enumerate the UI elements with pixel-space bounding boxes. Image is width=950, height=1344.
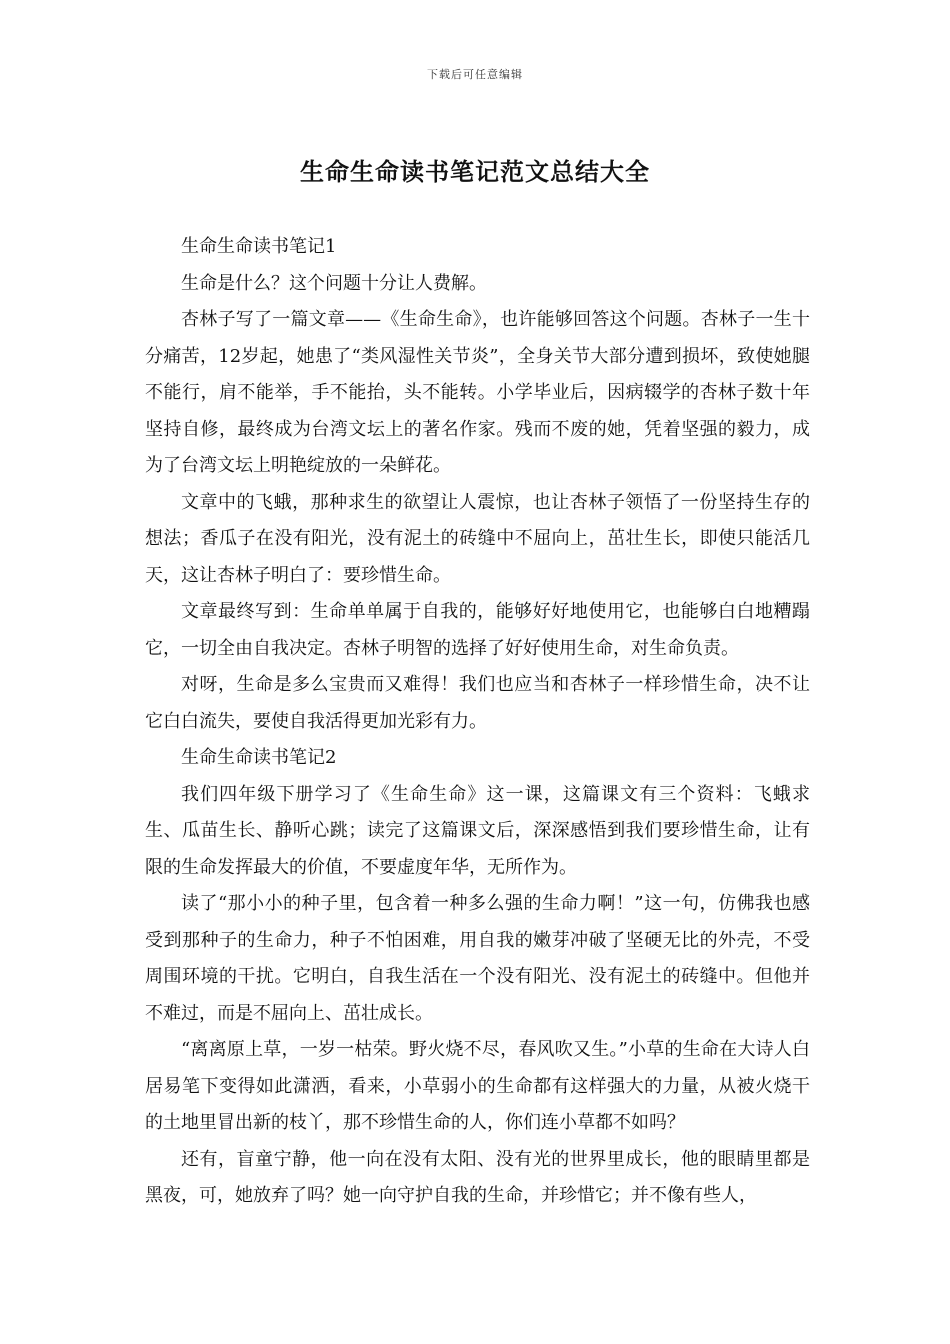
paragraph: 杏林子写了一篇文章——《生命生命》，也许能够回答这个问题。杏林子一生十分痛苦，12岁起，她患了“类风湿性关节炎”，全身关节大部分遭到损坏，致使她腿不能行，肩不能举，手不能抬，头不能转。小学毕业后，因病辍学的杏林子数十年坚持自修，最终成为台湾文坛上的著名作家。残而不废的她，凭着坚强的毅力，成为了台湾文坛上明艳绽放的一朵鲜花。 [145, 309, 810, 476]
page-header-note: 下载后可任意编辑 [427, 68, 523, 81]
paragraph: 对呀，生命是多么宝贵而又难得！我们也应当和杏林子一样珍惜生命，决不让它白白流失，要使自我活得更加光彩有力。 [145, 674, 810, 732]
paragraph: 生命是什么？这个问题十分让人费解。 [181, 272, 487, 294]
document-body [145, 229, 810, 1215]
paragraph-subheading-1: 生命生命读书笔记1 [181, 236, 337, 257]
document-title: 生命生命读书笔记范文总结大全 [300, 157, 650, 186]
paragraph: 读了“那小小的种子里，包含着一种多么强的生命力啊！”这一句，仿佛我也感受到那种子的生命力，种子不怕困难，用自我的嫩芽冲破了坚硬无比的外壳，不受周围环境的干扰。它明白，自我生活在一个没有阳光、没有泥土的砖缝中。但他并不难过，而是不屈向上、茁壮成长。 [145, 893, 810, 1024]
paragraph: 文章最终写到：生命单单属于自我的，能够好好地使用它，也能够白白地糟蹋它，一切全由自我决定。杏林子明智的选择了好好使用生命，对生命负责。 [145, 601, 810, 659]
paragraph: 我们四年级下册学习了《生命生命》这一课，这篇课文有三个资料：飞蛾求生、瓜苗生长、静听心跳；读完了这篇课文后，深深感悟到我们要珍惜生命，让有限的生命发挥最大的价值，不要虚度年华，无所作为。 [145, 783, 810, 878]
paragraph: 还有，盲童宁静，他一向在没有太阳、没有光的世界里成长，他的眼睛里都是黑夜，可，她放弃了吗？她一向守护自我的生命，并珍惜它；并不像有些人， [145, 1148, 810, 1206]
paragraph: 文章中的飞蛾，那种求生的欲望让人震惊，也让杏林子领悟了一份坚持生存的想法；香瓜子在没有阳光，没有泥土的砖缝中不屈向上，茁壮生长，即使只能活几天，这让杏林子明白了：要珍惜生命。 [145, 491, 810, 586]
paragraph-subheading-2: 生命生命读书笔记2 [181, 747, 337, 768]
paragraph: “离离原上草，一岁一枯荣。野火烧不尽，春风吹又生。”小草的生命在大诗人白居易笔下变得如此潇洒，看来，小草弱小的生命都有这样强大的力量，从被火烧干的土地里冒出新的枝丫，那不珍惜生命的人，你们连小草都不如吗？ [145, 1039, 810, 1133]
